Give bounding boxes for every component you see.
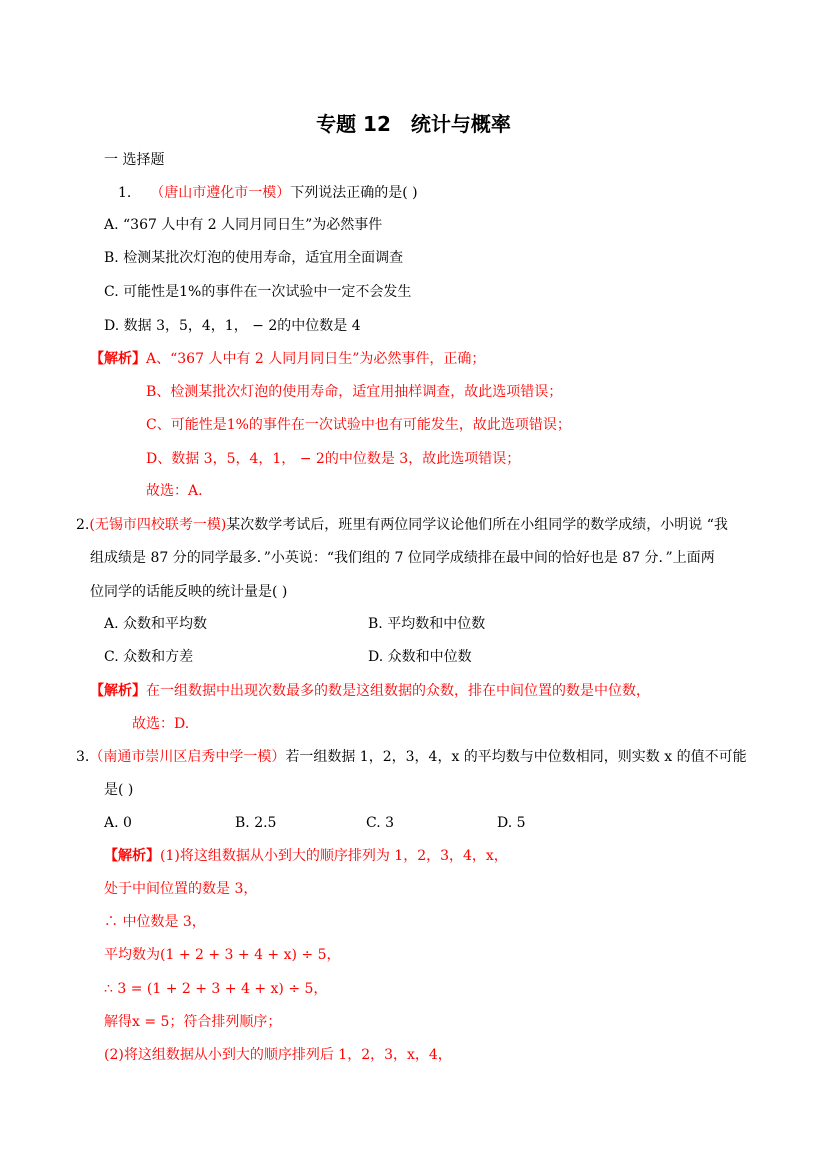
q2-stem-3: 位同学的话能反映的统计量是( ): [90, 584, 288, 600]
q2-answer: 故选：D.: [132, 716, 190, 732]
q2-option-b: B. 平均数和中位数: [368, 616, 486, 632]
q3-number: 3.: [76, 749, 90, 765]
q1-source: （唐山市遵化市一模）: [150, 185, 291, 201]
q3-solution-5: ∴ 3 = (1 + 2 + 3 + 4 + x) ÷ 5，: [104, 981, 328, 997]
q2-solution-tag: 【解析】: [90, 683, 146, 699]
q3-solution-1: (1)将这组数据从小到大的顺序排列为 1，2，3，4，x，: [160, 848, 508, 864]
q1-option-a: A. “367 人中有 2 人同月同日生”为必然事件: [104, 217, 383, 233]
q1-solution-c: C、可能性是1%的事件在一次试验中也有可能发生，故此选项错误；: [146, 417, 571, 433]
q2-solution-text: 在一组数据中出现次数最多的数是这组数据的众数，排在中间位置的数是中位数，: [146, 683, 650, 699]
q2-option-c: C. 众数和方差: [104, 649, 194, 665]
q2-source: (无锡市四校联考一模): [89, 517, 227, 533]
q3-solution-tag: 【解析】: [104, 848, 160, 864]
q1-solution-line1: [90, 349, 485, 369]
q1-solution-a: A、“367 人中有 2 人同月同日生”为必然事件，正确；: [146, 351, 486, 367]
q2-stem-2: 组成绩是 87 分的同学最多．”小英说：“我们组的 7 位同学成绩排在最中间的恰好也是 87 分．”上面两: [90, 550, 715, 566]
q3-option-b: B. 2.5: [235, 815, 277, 831]
q1-option-b: B. 检测某批次灯泡的使用寿命，适宜用全面调查: [104, 250, 404, 266]
q3-solution-4: 平均数为(1 + 2 + 3 + 4 + x) ÷ 5，: [104, 947, 341, 963]
q3-option-c: C. 3: [366, 815, 395, 831]
q3-stem-2: 是( ): [104, 782, 134, 798]
q3-solution-2: 处于中间位置的数是 3，: [104, 881, 258, 897]
page-title: 专题 12 统计与概率: [316, 112, 511, 136]
q1-number: 1.: [118, 185, 132, 201]
q2-option-a: A. 众数和平均数: [104, 616, 208, 632]
q3-option-a: A. 0: [104, 815, 132, 831]
q1-solution-b: B、检测某批次灯泡的使用寿命，适宜用抽样调查，故此选项错误；: [146, 384, 563, 400]
section-heading: 一 选择题: [104, 152, 165, 168]
q2-line1: [76, 515, 728, 535]
q2-number: 2.: [76, 517, 90, 533]
q3-solution-line1: [104, 846, 508, 866]
q2-stem-1: 某次数学考试后，班里有两位同学议论他们所在小组同学的数学成绩，小明说 “我: [226, 517, 728, 533]
q1-answer: 故选：A.: [146, 483, 203, 499]
q1-option-d: D. 数据 3，5，4，1， − 2的中位数是 4: [104, 318, 361, 334]
q2-solution-line1: [90, 681, 650, 701]
q2-option-d: D. 众数和中位数: [368, 649, 472, 665]
q3-line1: [76, 747, 747, 767]
q1-solution-d: D、数据 3，5，4，1， − 2的中位数是 3，故此选项错误；: [146, 451, 521, 467]
q1-option-c: C. 可能性是1%的事件在一次试验中一定不会发生: [104, 284, 412, 300]
q3-solution-6: 解得x = 5；符合排列顺序；: [104, 1014, 282, 1030]
q3-stem-1: 若一组数据 1，2，3，4，x 的平均数与中位数相同，则实数 x 的值不可能: [285, 749, 747, 765]
q3-option-d: D. 5: [497, 815, 526, 831]
q3-solution-3: ∴ 中位数是 3，: [104, 914, 206, 930]
q1-stem: 下列说法正确的是( ): [290, 185, 418, 201]
q3-solution-7: (2)将这组数据从小到大的顺序排列后 1，2，3，x，4，: [104, 1047, 452, 1063]
q1-line: [118, 183, 418, 203]
q1-solution-tag: 【解析】: [90, 351, 146, 367]
q3-source: （南通市崇川区启秀中学一模）: [89, 749, 286, 765]
